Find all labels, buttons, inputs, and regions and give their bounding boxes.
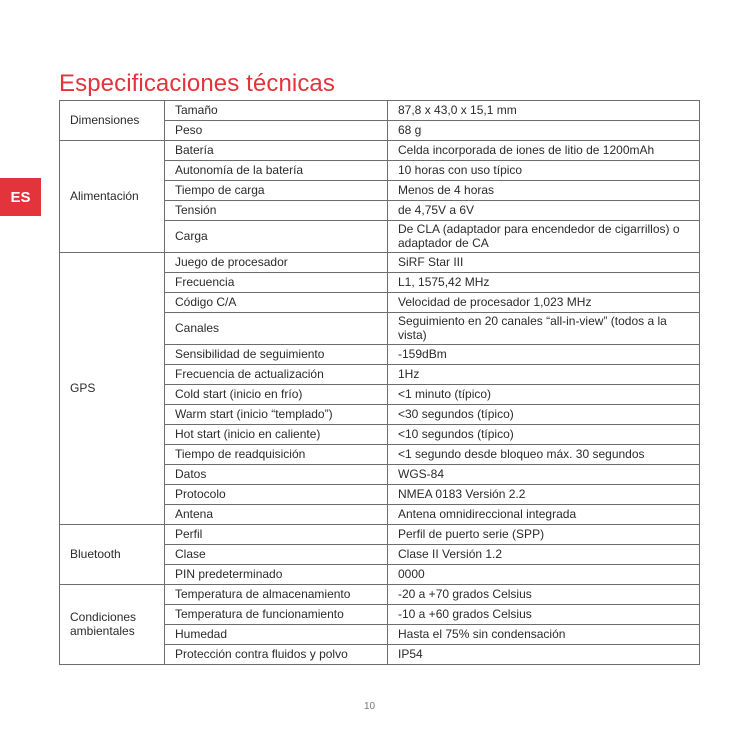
table-row <box>60 585 700 605</box>
table-row <box>60 141 700 161</box>
spec-label: Temperatura de almacenamiento <box>165 585 388 605</box>
spec-label: Cold start (inicio en frío) <box>165 385 388 405</box>
page-title: Especificaciones técnicas <box>59 70 335 98</box>
spec-label: Protección contra fluidos y polvo <box>165 645 388 665</box>
spec-label: Tiempo de readquisición <box>165 445 388 465</box>
spec-value: Clase II Versión 1.2 <box>388 545 700 565</box>
spec-value: -159dBm <box>388 345 700 365</box>
spec-label: Autonomía de la batería <box>165 161 388 181</box>
spec-value: NMEA 0183 Versión 2.2 <box>388 485 700 505</box>
language-tab-label: ES <box>10 188 31 206</box>
spec-value: -10 a +60 grados Celsius <box>388 605 700 625</box>
spec-label: PIN predeterminado <box>165 565 388 585</box>
spec-label: Batería <box>165 141 388 161</box>
spec-value: Perfil de puerto serie (SPP) <box>388 525 700 545</box>
spec-label: Warm start (inicio “templado”) <box>165 405 388 425</box>
spec-label: Frecuencia de actualización <box>165 365 388 385</box>
language-tab <box>0 178 41 216</box>
page-number: 10 <box>363 701 376 712</box>
spec-value: IP54 <box>388 645 700 665</box>
spec-label: Antena <box>165 505 388 525</box>
spec-value: WGS-84 <box>388 465 700 485</box>
spec-label: Sensibilidad de seguimiento <box>165 345 388 365</box>
spec-label: Perfil <box>165 525 388 545</box>
spec-value: de 4,75V a 6V <box>388 201 700 221</box>
spec-label: Tiempo de carga <box>165 181 388 201</box>
group-gps: GPS <box>60 253 165 525</box>
spec-label: Clase <box>165 545 388 565</box>
spec-value: 1Hz <box>388 365 700 385</box>
spec-value: Menos de 4 horas <box>388 181 700 201</box>
table-row <box>60 253 700 273</box>
spec-value: <1 minuto (típico) <box>388 385 700 405</box>
spec-label: Temperatura de funcionamiento <box>165 605 388 625</box>
spec-label: Código C/A <box>165 293 388 313</box>
spec-label: Tensión <box>165 201 388 221</box>
table-row <box>60 525 700 545</box>
spec-value: 0000 <box>388 565 700 585</box>
spec-value: -20 a +70 grados Celsius <box>388 585 700 605</box>
spec-value: <10 segundos (típico) <box>388 425 700 445</box>
spec-value: 87,8 x 43,0 x 15,1 mm <box>388 101 700 121</box>
spec-value: SiRF Star III <box>388 253 700 273</box>
spec-value: Hasta el 75% sin condensación <box>388 625 700 645</box>
spec-value: 68 g <box>388 121 700 141</box>
spec-label: Hot start (inicio en caliente) <box>165 425 388 445</box>
spec-value: L1, 1575,42 MHz <box>388 273 700 293</box>
spec-label: Frecuencia <box>165 273 388 293</box>
spec-label: Juego de procesador <box>165 253 388 273</box>
group-alimentacion: Alimentación <box>60 141 165 253</box>
group-dimensiones: Dimensiones <box>60 101 165 141</box>
group-bluetooth: Bluetooth <box>60 525 165 585</box>
spec-value: Celda incorporada de iones de litio de 1200mAh <box>388 141 700 161</box>
spec-value: Antena omnidireccional integrada <box>388 505 700 525</box>
specifications-table <box>59 100 700 665</box>
spec-value: Velocidad de procesador 1,023 MHz <box>388 293 700 313</box>
spec-value: 10 horas con uso típico <box>388 161 700 181</box>
spec-value: <30 segundos (típico) <box>388 405 700 425</box>
spec-label: Humedad <box>165 625 388 645</box>
group-condiciones-ambientales: Condiciones ambientales <box>60 585 165 665</box>
spec-label: Peso <box>165 121 388 141</box>
spec-label: Datos <box>165 465 388 485</box>
spec-label: Protocolo <box>165 485 388 505</box>
spec-label: Carga <box>165 221 388 253</box>
spec-value: <1 segundo desde bloqueo máx. 30 segundos <box>388 445 700 465</box>
spec-label: Tamaño <box>165 101 388 121</box>
spec-value: De CLA (adaptador para encendedor de cigarrillos) o adaptador de CA <box>388 221 700 253</box>
spec-label: Canales <box>165 313 388 345</box>
table-row <box>60 101 700 121</box>
spec-value: Seguimiento en 20 canales “all-in-view” (todos a la vista) <box>388 313 700 345</box>
